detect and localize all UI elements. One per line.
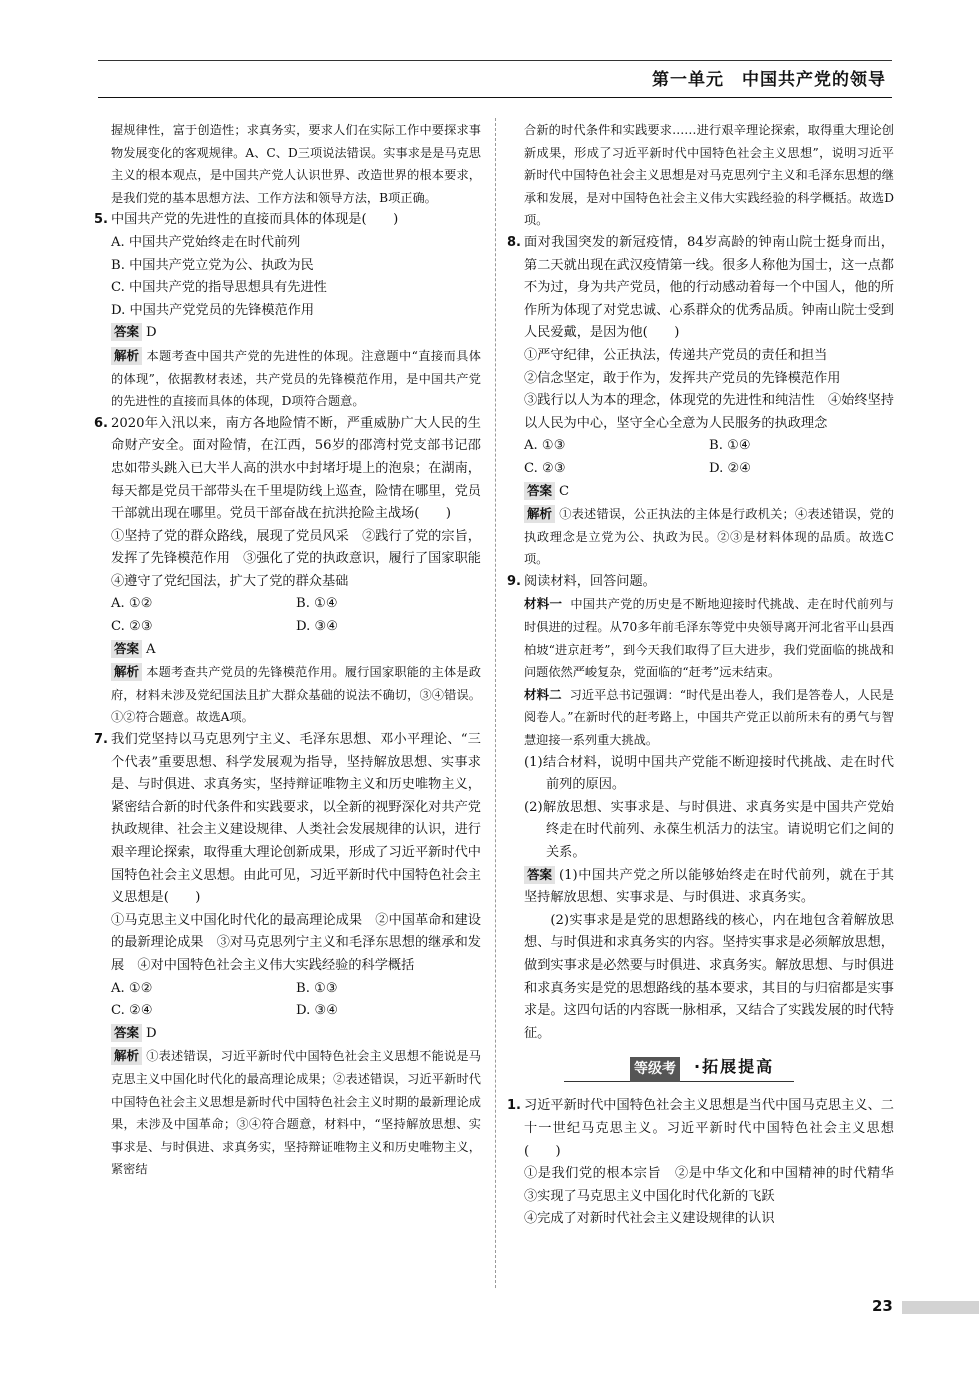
answer-line — [111, 1023, 481, 1046]
answer-value: A — [146, 641, 156, 657]
answer-value: C — [559, 483, 570, 499]
material-1-label: 材料一 — [524, 596, 563, 612]
column-divider — [495, 118, 496, 1288]
question-number: 9. — [507, 573, 521, 589]
question-item-2: ④完成了对新时代社会主义建设规律的认识 — [524, 1211, 775, 1227]
option-a: A. ①② — [111, 596, 153, 612]
option-d: D. 中国共产党党员的先锋模范作用 — [111, 302, 315, 318]
question-number: 6. — [94, 415, 108, 431]
explanation-tag: 解析 — [111, 347, 142, 365]
option-d: D. ②④ — [709, 460, 752, 476]
option-b: B. ①③ — [296, 980, 338, 996]
question-number: 7. — [94, 732, 108, 748]
question-stem: 习近平新时代中国特色社会主义思想是当代中国马克思主义、二十一世纪马克思主义。习近平新时代中国特色社会主义思想( ) — [524, 1098, 894, 1159]
question-9 — [507, 571, 894, 1045]
question-number: 8. — [507, 234, 521, 250]
material-1 — [524, 593, 894, 683]
answer-line — [111, 322, 481, 345]
explanation-text: 本题考查中国共产党的先进性的体现。注意题中“直接而具体的体现”，依据教材表述，共产党员的先锋模范作用，是中国共产党的先进性的直接而具体的体现，D项符合题意。 — [111, 348, 481, 409]
option-d: D. ③④ — [296, 619, 339, 635]
page-number-bar — [902, 1301, 979, 1314]
answer-part-1: (1)中国共产党之所以能够始终走在时代前列，就在于其坚持解放思想、实事求是、与时俱进、求真务实。 — [524, 867, 894, 906]
question-5 — [94, 209, 481, 412]
answer-line — [111, 639, 481, 662]
explanation — [111, 1045, 481, 1181]
answer-value: D — [146, 325, 157, 341]
question-7 — [94, 729, 481, 1181]
question-items: ①马克思主义中国化时代化的最高理论成果 ②中国革命和建设的最新理论成果 ③对马克思列宁主义和毛泽东思想的继承和发展 ④对中国特色社会主义伟大实践经验的科学概括 — [111, 912, 481, 973]
answer-tag: 答案 — [111, 640, 142, 658]
question-stem: 中国共产党的先进性的直接而具体的体现是( ) — [111, 212, 399, 228]
options — [111, 978, 481, 1023]
option-d: D. ③④ — [296, 1003, 339, 1019]
answer-tag: 答案 — [111, 323, 142, 341]
answer-part-2: (2)实事求是是党的思想路线的核心，内在地包含着解放思想、与时俱进和求真务实的内容。坚持实事求是必须解放思想，做到实事求是必然要与时俱进、求真务实。解放思想、与时俱进和求真务实是党的思想路线的基本要求，其目的与归宿都是实事求是。这四句话的内容既一脉相承，又结合了实践发展的时代特征。 — [524, 912, 894, 1041]
banner-level-tag: 等级考 — [630, 1057, 680, 1082]
option-b: B. ①④ — [709, 438, 751, 454]
answer-value: D — [146, 1025, 157, 1041]
option-b: B. ①④ — [296, 596, 338, 612]
q7-explanation-continued: 合新的时代条件和实践要求……进行艰辛理论探索，取得重大理论创新成果，形成了习近平新时代中国特色社会主义思想”，说明习近平新时代中国特色社会主义思想是对马克思列宁主义和毛泽东思想的继承和发展，是对中国特色社会主义伟大实践经验的科学概括。故选D项。 — [524, 123, 894, 228]
question-stem: 阅读材料，回答问题。 — [524, 573, 656, 589]
question-number: 1. — [507, 1098, 521, 1114]
material-2-label: 材料二 — [524, 686, 562, 702]
question-8 — [507, 232, 894, 571]
right-column — [507, 119, 908, 1231]
sub-question-2: (2)解放思想、实事求是、与时俱进、求真务实是中国共产党始终走在时代前列、永葆生机活力的法宝。请说明它们之间的关系。 — [524, 799, 894, 860]
page-number: 23 — [872, 1297, 893, 1315]
options — [111, 593, 481, 638]
left-column — [94, 119, 495, 1181]
question-6 — [94, 413, 495, 729]
option-c: C. ②③ — [111, 619, 153, 635]
explanation — [524, 503, 894, 571]
option-c: C. ②③ — [524, 460, 566, 476]
section-banner — [524, 1053, 894, 1089]
options — [524, 435, 894, 480]
option-a: A. ①③ — [524, 438, 566, 454]
explanation-tag: 解析 — [111, 663, 142, 681]
option-c: C. ②④ — [111, 1003, 153, 1019]
question-item-2: ②信念坚定，敢于作为，发挥共产党员的先锋模范作用 — [524, 370, 841, 386]
option-a: A. ①② — [111, 980, 153, 996]
answer-tag: 答案 — [524, 482, 555, 500]
explanation-text: ①表述错误，习近平新时代中国特色社会主义思想不能说是马克思主义中国化时代化的最高理论成果；②表述错误，习近平新时代中国特色社会主义思想是新时代中国特色社会主义时期的最新理论成果，未涉及中国革命；③④符合题意，材料中，“坚持解放思想、实事求是、与时俱进、求真务实，坚持辩证唯物主义和历史唯物主义，紧密结 — [111, 1049, 481, 1177]
question-stem: 面对我国突发的新冠疫情，84岁高龄的钟南山院士挺身而出，第二天就出现在武汉疫情第一线。很多人称他为国士，这一点都不为过，身为共产党员，他的行动感动着每一个中国人，他的所作所为体现了对党忠诚、心系群众的优秀品质。钟南山院士受到人民爱戴，是因为他( ) — [524, 234, 894, 341]
explanation-tag: 解析 — [111, 1047, 142, 1065]
question-item-1: ①严守纪律，公正执法，传递共产党员的责任和担当 — [524, 347, 828, 363]
answer-line — [524, 481, 894, 504]
material-2-text: 习近平总书记强调：“时代是出卷人，我们是答卷人，人民是阅卷人。”在新时代的赶考路上，中国共产党正以前所未有的勇气与智慧迎接一系列重大挑战。 — [524, 687, 894, 748]
material-2 — [524, 684, 894, 752]
question-stem: 我们党坚持以马克思列宁主义、毛泽东思想、邓小平理论、“三个代表”重要思想、科学发展观为指导，坚持解放思想、实事求是、与时俱进、求真务实，坚持辩证唯物主义和历史唯物主义，紧密结合新的时代条件和实践要求，以全新的视野深化对共产党执政规律、社会主义建设规律、人类社会发展规律的认识，进行艰辛理论探索，取得重大理论创新成果，形成了习近平新时代中国特色社会主义思想。由此可见，习近平新时代中国特色社会主义思想是( ) — [111, 732, 481, 906]
option-c: C. 中国共产党的指导思想具有先进性 — [111, 280, 327, 296]
explanation-text: 本题考查共产党员的先锋模范作用。履行国家职能的主体是政府，材料未涉及党纪国法且扩大群众基础的说法不确切，③④错误。①②符合题意。故选A项。 — [111, 665, 481, 725]
answer-line — [524, 865, 894, 910]
explanation-tag: 解析 — [524, 505, 555, 523]
explanation-text: ①表述错误，公正执法的主体是行政机关；④表述错误，党的执政理念是立党为公、执政为民。②③是材料体现的品质。故选C项。 — [524, 507, 894, 567]
option-b: B. 中国共产党立党为公、执政为民 — [111, 257, 314, 273]
question-items: ①坚持了党的群众路线，展现了党员风采 ②践行了党的宗旨，发挥了先锋模范作用 ③强化了党的执政意识，履行了国家职能 ④遵守了党纪国法，扩大了党的群众基础 — [111, 528, 495, 589]
question-item-1: ①是我们党的根本宗旨 ②是中华文化和中国精神的时代精华 ③实现了马克思主义中国化时代化新的飞跃 — [524, 1166, 908, 1204]
unit-title: 第一单元 中国共产党的领导 — [652, 70, 886, 90]
q4-explanation-continued: 握规律性，富于创造性；求真务实，要求人们在实际工作中要探求事物发展变化的客观规律。A、C、D三项说法错误。实事求是是马克思主义的根本观点，是中国共产党人认识世界、改造世界的根本要求，是我们党的基本思想方法、工作方法和领导方法，B项正确。 — [111, 123, 481, 205]
question-item-3: ③践行以人为本的理念，体现党的先进性和纯洁性 ④始终坚持以人民为中心，坚守全心全意为人民服务的执政理念 — [524, 393, 894, 431]
answer-tag: 答案 — [524, 866, 555, 884]
explanation — [111, 661, 481, 729]
explanation — [111, 345, 481, 413]
question-number: 5. — [94, 212, 108, 228]
page-header — [98, 60, 892, 98]
banner-title: ·拓展提高 — [694, 1057, 775, 1077]
answer-tag: 答案 — [111, 1024, 142, 1042]
question-stem: 2020年入汛以来，南方各地险情不断，严重威胁广大人民的生命财产安全。面对险情，在江西，56岁的邵湾村党支部书记邵忠如带头跳入已大半人高的洪水中封堵圩堤上的泡泉；在湖南，每天都是党员干部带头在千里堤防线上巡查，险情在哪里，党员干部就出现在哪里。党员干部奋战在抗洪抢险主战场( ) — [111, 415, 481, 522]
sub-question-1: (1)结合材料，说明中国共产党能不断迎接时代挑战、走在时代前列的原因。 — [524, 754, 894, 793]
material-1-text: 中国共产党的历史是不断地迎接时代挑战、走在时代前列与时俱进的过程。从70多年前毛泽东等党中央领导离开河北省平山县西柏坡“进京赶考”，到今天我们取得了巨大进步，我们党面临的挑战和问题依然严峻复杂，党面临的“赶考”远未结束。 — [524, 597, 894, 680]
option-a: A. 中国共产党始终走在时代前列 — [111, 234, 301, 250]
extension-question-1 — [507, 1095, 908, 1231]
